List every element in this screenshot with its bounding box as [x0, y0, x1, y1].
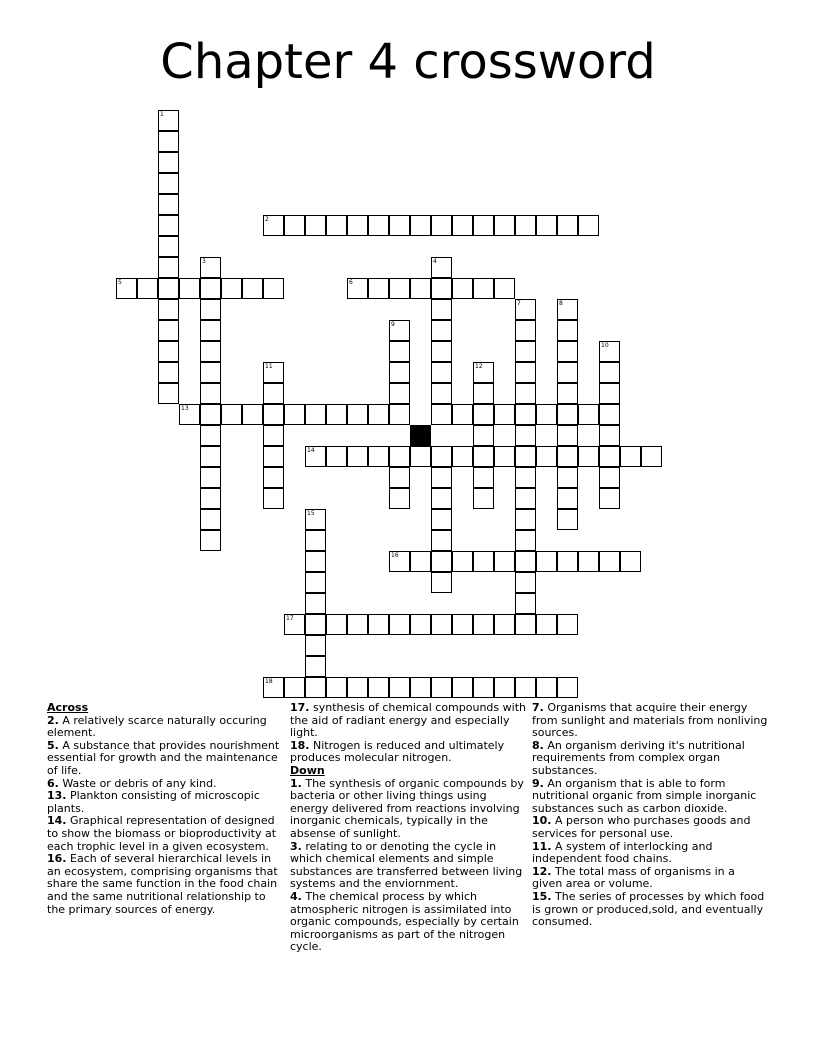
clue-number-label: 8: [559, 300, 563, 307]
crossword-cell[interactable]: [431, 320, 452, 341]
clue-number-label: 1: [160, 111, 164, 118]
crossword-cell[interactable]: [284, 614, 305, 635]
crossword-cell[interactable]: [620, 551, 641, 572]
crossword-cell[interactable]: [200, 404, 221, 425]
crossword-cell[interactable]: [473, 425, 494, 446]
crossword-cell[interactable]: [431, 215, 452, 236]
clue-text: A relatively scarce naturally occuring element.: [47, 713, 267, 740]
crossword-cell[interactable]: [200, 341, 221, 362]
crossword-cell[interactable]: [389, 341, 410, 362]
clue-down-11: [532, 841, 768, 866]
clue-down-9: [532, 778, 768, 816]
crossword-cell[interactable]: [326, 446, 347, 467]
crossword-cell[interactable]: [473, 551, 494, 572]
black-square: [410, 425, 431, 446]
crossword-cell[interactable]: [158, 278, 179, 299]
crossword-cell[interactable]: [473, 362, 494, 383]
crossword-cell[interactable]: [557, 383, 578, 404]
crossword-cell[interactable]: [473, 383, 494, 404]
crossword-cell[interactable]: [494, 278, 515, 299]
crossword-cell[interactable]: [557, 215, 578, 236]
crossword-cell[interactable]: [515, 551, 536, 572]
clue-text: An organism deriving it's nutritional requirements from complex organ substances.: [532, 738, 745, 777]
crossword-cell[interactable]: [263, 383, 284, 404]
crossword-cell[interactable]: [368, 215, 389, 236]
crossword-cell[interactable]: [557, 446, 578, 467]
crossword-cell[interactable]: [410, 278, 431, 299]
crossword-cell[interactable]: [515, 215, 536, 236]
crossword-cell[interactable]: [410, 677, 431, 698]
crossword-cell[interactable]: [557, 320, 578, 341]
crossword-cell[interactable]: [410, 551, 431, 572]
crossword-cell[interactable]: [536, 677, 557, 698]
crossword-cell[interactable]: [515, 404, 536, 425]
clue-text: synthesis of chemical compounds with the aid of radiant energy and especially light.: [290, 701, 526, 740]
crossword-cell[interactable]: [368, 278, 389, 299]
crossword-cell[interactable]: [200, 383, 221, 404]
crossword-cell[interactable]: [389, 446, 410, 467]
crossword-cell[interactable]: [515, 446, 536, 467]
crossword-cell[interactable]: [305, 530, 326, 551]
clue-text: Plankton consisting of microscopic plants.: [47, 789, 260, 815]
crossword-cell[interactable]: [515, 593, 536, 614]
crossword-cell[interactable]: [536, 404, 557, 425]
crossword-cell[interactable]: [347, 215, 368, 236]
crossword-cell[interactable]: [431, 362, 452, 383]
clue-down-1: [290, 778, 526, 841]
crossword-cell[interactable]: [221, 278, 242, 299]
across-header: Across: [47, 701, 89, 714]
crossword-cell[interactable]: [389, 467, 410, 488]
crossword-cell[interactable]: [515, 530, 536, 551]
crossword-cell[interactable]: [305, 614, 326, 635]
crossword-cell[interactable]: [431, 299, 452, 320]
clue-text: An organism that is able to form nutritional organic from simple inorganic substances such as carbon dioxide.: [532, 776, 757, 815]
crossword-cell[interactable]: [473, 215, 494, 236]
crossword-cell[interactable]: [158, 131, 179, 152]
clue-number: 12.: [532, 864, 552, 878]
crossword-cell[interactable]: [158, 320, 179, 341]
clue-text: The chemical process by which atmospheric nitrogen is assimilated into organic compounds, especially by certain microorganisms as part of the nitrogen cycle.: [290, 889, 519, 954]
clue-number: 14.: [47, 814, 67, 828]
crossword-cell[interactable]: [263, 425, 284, 446]
crossword-cell[interactable]: [599, 551, 620, 572]
crossword-cell[interactable]: [347, 446, 368, 467]
clue-text: Graphical representation of designed to show the biomass or bioproductivity at each trophic level in a given ecosystem.: [47, 814, 277, 853]
crossword-cell[interactable]: [473, 446, 494, 467]
crossword-cell[interactable]: [515, 320, 536, 341]
crossword-cell[interactable]: [158, 173, 179, 194]
crossword-cell[interactable]: [389, 488, 410, 509]
clue-number-label: 4: [433, 258, 437, 265]
crossword-cell[interactable]: [368, 404, 389, 425]
clue-number: 5.: [47, 738, 59, 752]
crossword-cell[interactable]: [431, 383, 452, 404]
clue-across-14: [47, 815, 283, 853]
crossword-cell[interactable]: [200, 278, 221, 299]
clue-number-label: 3: [202, 258, 206, 265]
crossword-cell[interactable]: [200, 509, 221, 530]
clue-text: A substance that provides nourishment essential for growth and the maintenance of life.: [47, 738, 280, 777]
crossword-cell[interactable]: [284, 404, 305, 425]
crossword-cell[interactable]: [389, 614, 410, 635]
clue-number-label: 13: [181, 405, 189, 412]
crossword-cell[interactable]: [158, 362, 179, 383]
crossword-cell[interactable]: [431, 488, 452, 509]
clue-number-label: 5: [118, 279, 122, 286]
clue-number: 18.: [290, 738, 310, 752]
crossword-cell[interactable]: [158, 110, 179, 131]
clue-text: Waste or debris of any kind.: [62, 776, 217, 790]
crossword-cell[interactable]: [158, 215, 179, 236]
clue-text: The total mass of organisms in a given area or volume.: [532, 864, 735, 891]
crossword-cell[interactable]: [515, 362, 536, 383]
clue-down-8: [532, 740, 768, 778]
crossword-cell[interactable]: [599, 404, 620, 425]
crossword-cell[interactable]: [389, 677, 410, 698]
crossword-cell[interactable]: [200, 362, 221, 383]
clue-number: 4.: [290, 889, 302, 903]
crossword-cell[interactable]: [473, 467, 494, 488]
crossword-cell[interactable]: [641, 446, 662, 467]
crossword-cell[interactable]: [515, 425, 536, 446]
clue-number: 17.: [290, 701, 310, 714]
crossword-cell[interactable]: [284, 677, 305, 698]
crossword-cell[interactable]: [515, 488, 536, 509]
crossword-cell[interactable]: [557, 299, 578, 320]
crossword-cell[interactable]: [494, 614, 515, 635]
clue-across-17: [290, 702, 526, 740]
clue-number-label: 14: [307, 447, 315, 454]
crossword-cell[interactable]: [452, 215, 473, 236]
clue-number-label: 2: [265, 216, 269, 223]
crossword-cell[interactable]: [557, 551, 578, 572]
crossword-cell[interactable]: [389, 278, 410, 299]
clue-across-13: [47, 790, 283, 815]
clue-number-label: 6: [349, 279, 353, 286]
crossword-cell[interactable]: [305, 635, 326, 656]
crossword-cell[interactable]: [431, 446, 452, 467]
crossword-cell[interactable]: [494, 404, 515, 425]
clue-text: Nitrogen is reduced and ultimately produces molecular nitrogen.: [290, 738, 505, 765]
clue-number-label: 16: [391, 552, 399, 559]
clue-across-5: [47, 740, 283, 778]
crossword-cell[interactable]: [305, 656, 326, 677]
clue-text: The synthesis of organic compounds by bacteria or other living things using energy delivered from reactions involving inorganic chemicals, typically in the absense of sunlight.: [290, 776, 524, 840]
crossword-cell[interactable]: [326, 614, 347, 635]
crossword-cell[interactable]: [431, 278, 452, 299]
crossword-cell[interactable]: [494, 446, 515, 467]
crossword-cell[interactable]: [347, 278, 368, 299]
crossword-cell[interactable]: [494, 677, 515, 698]
crossword-cell[interactable]: [200, 488, 221, 509]
crossword-cell[interactable]: [200, 425, 221, 446]
crossword-cell[interactable]: [599, 488, 620, 509]
crossword-cell[interactable]: [158, 299, 179, 320]
crossword-cell[interactable]: [200, 467, 221, 488]
crossword-cell[interactable]: [473, 488, 494, 509]
crossword-cell[interactable]: [263, 488, 284, 509]
crossword-cell[interactable]: [452, 551, 473, 572]
crossword-cell[interactable]: [263, 467, 284, 488]
clue-number: 13.: [47, 789, 67, 803]
crossword-cell[interactable]: [179, 404, 200, 425]
clue-down-12: [532, 866, 768, 891]
crossword-cell[interactable]: [200, 530, 221, 551]
crossword-cell[interactable]: [473, 677, 494, 698]
crossword-cell[interactable]: [536, 551, 557, 572]
crossword-cell[interactable]: [326, 215, 347, 236]
clue-number-label: 12: [475, 363, 483, 370]
crossword-cell[interactable]: [515, 467, 536, 488]
crossword-cell[interactable]: [557, 425, 578, 446]
crossword-cell[interactable]: [431, 551, 452, 572]
crossword-cell[interactable]: [431, 257, 452, 278]
crossword-cell[interactable]: [410, 215, 431, 236]
crossword-cell[interactable]: [137, 278, 158, 299]
crossword-cell[interactable]: [263, 446, 284, 467]
clue-number-label: 10: [601, 342, 609, 349]
crossword-cell[interactable]: [158, 236, 179, 257]
clue-text: relating to or denoting the cycle in which chemical elements and simple substances are transferred between living systems and the enviornment.: [290, 839, 523, 891]
clue-number: 6.: [47, 776, 59, 790]
clue-number-label: 9: [391, 321, 395, 328]
crossword-cell[interactable]: [410, 614, 431, 635]
crossword-cell[interactable]: [347, 614, 368, 635]
crossword-cell[interactable]: [305, 404, 326, 425]
clue-number: 8.: [532, 738, 544, 752]
crossword-cell[interactable]: [557, 509, 578, 530]
crossword-cell[interactable]: [557, 677, 578, 698]
crossword-cell[interactable]: [599, 446, 620, 467]
crossword-cell[interactable]: [557, 341, 578, 362]
crossword-cell[interactable]: [536, 614, 557, 635]
clue-column-1: [47, 702, 283, 916]
clue-down-10: [532, 815, 768, 840]
crossword-cell[interactable]: [263, 278, 284, 299]
crossword-cell[interactable]: [158, 152, 179, 173]
crossword-cell[interactable]: [200, 299, 221, 320]
clue-number: 1.: [290, 776, 302, 790]
crossword-cell[interactable]: [242, 404, 263, 425]
crossword-cell[interactable]: [578, 446, 599, 467]
crossword-cell[interactable]: [620, 446, 641, 467]
crossword-cell[interactable]: [431, 614, 452, 635]
clue-down-3: [290, 841, 526, 891]
crossword-cell[interactable]: [473, 614, 494, 635]
crossword-cell[interactable]: [263, 215, 284, 236]
clue-across-2: [47, 715, 283, 740]
crossword-cell[interactable]: [389, 320, 410, 341]
crossword-cell[interactable]: [494, 215, 515, 236]
clue-column-2: [290, 702, 526, 954]
clue-text: Organisms that acquire their energy from sunlight and materials from nonliving sources.: [532, 701, 768, 740]
clue-across-16: [47, 853, 283, 916]
crossword-cell[interactable]: [389, 362, 410, 383]
crossword-cell[interactable]: [221, 404, 242, 425]
clue-down-4: [290, 891, 526, 954]
crossword-cell[interactable]: [389, 404, 410, 425]
crossword-cell[interactable]: [431, 404, 452, 425]
crossword-cell[interactable]: [473, 278, 494, 299]
clue-text: A system of interlocking and independent food chains.: [532, 839, 713, 866]
clue-number: 7.: [532, 701, 544, 714]
crossword-cell[interactable]: [431, 509, 452, 530]
clue-column-3: [532, 702, 768, 929]
crossword-cell[interactable]: [347, 677, 368, 698]
clue-number-label: 15: [307, 510, 315, 517]
crossword-cell[interactable]: [431, 467, 452, 488]
crossword-cell[interactable]: [515, 614, 536, 635]
crossword-cell[interactable]: [326, 404, 347, 425]
crossword-cell[interactable]: [158, 194, 179, 215]
crossword-cell[interactable]: [578, 404, 599, 425]
crossword-cell[interactable]: [242, 278, 263, 299]
clue-number: 15.: [532, 889, 552, 903]
crossword-cell[interactable]: [599, 425, 620, 446]
crossword-cell[interactable]: [200, 257, 221, 278]
crossword-cell[interactable]: [452, 404, 473, 425]
crossword-cell[interactable]: [431, 530, 452, 551]
crossword-cell[interactable]: [431, 572, 452, 593]
crossword-cell[interactable]: [200, 320, 221, 341]
crossword-cell[interactable]: [347, 404, 368, 425]
crossword-cell[interactable]: [536, 446, 557, 467]
crossword-cell[interactable]: [389, 215, 410, 236]
crossword-cell[interactable]: [263, 404, 284, 425]
crossword-cell[interactable]: [557, 614, 578, 635]
crossword-cell[interactable]: [305, 677, 326, 698]
crossword-cell[interactable]: [452, 677, 473, 698]
crossword-cell[interactable]: [494, 551, 515, 572]
crossword-cell[interactable]: [200, 446, 221, 467]
crossword-cell[interactable]: [263, 677, 284, 698]
crossword-cell[interactable]: [389, 551, 410, 572]
crossword-cell[interactable]: [557, 488, 578, 509]
crossword-cell[interactable]: [599, 362, 620, 383]
crossword-cell[interactable]: [368, 677, 389, 698]
clue-text: Each of several hierarchical levels in an ecosystem, comprising organisms that share the same function in the food chain and the same nutritional relationship to the primary sources of energy.: [47, 852, 278, 916]
clue-number: 3.: [290, 839, 302, 853]
page-title: Chapter 4 crossword: [160, 34, 656, 90]
crossword-cell[interactable]: [557, 362, 578, 383]
crossword-cell[interactable]: [305, 215, 326, 236]
clue-number: 10.: [532, 814, 552, 828]
crossword-cell[interactable]: [305, 551, 326, 572]
crossword-cell[interactable]: [515, 299, 536, 320]
crossword-cell[interactable]: [263, 362, 284, 383]
clue-number: 11.: [532, 839, 552, 853]
crossword-cell[interactable]: [452, 446, 473, 467]
crossword-cell[interactable]: [515, 509, 536, 530]
clue-down-7: [532, 702, 768, 740]
clue-text: The series of processes by which food is grown or produced,sold, and eventually consumed.: [532, 889, 765, 929]
crossword-cell[interactable]: [515, 572, 536, 593]
crossword-cell[interactable]: [599, 467, 620, 488]
crossword-cell[interactable]: [599, 341, 620, 362]
crossword-cell[interactable]: [515, 383, 536, 404]
down-header: Down: [290, 763, 325, 777]
crossword-cell[interactable]: [305, 593, 326, 614]
crossword-cell[interactable]: [158, 257, 179, 278]
crossword-cell[interactable]: [368, 446, 389, 467]
clue-number-label: 17: [286, 615, 294, 622]
crossword-cell[interactable]: [452, 278, 473, 299]
crossword-cell[interactable]: [305, 446, 326, 467]
crossword-cell[interactable]: [578, 551, 599, 572]
crossword-cell[interactable]: [536, 215, 557, 236]
crossword-cell[interactable]: [368, 614, 389, 635]
crossword-cell[interactable]: [284, 215, 305, 236]
crossword-cell[interactable]: [515, 341, 536, 362]
crossword-cell[interactable]: [431, 341, 452, 362]
clue-down-15: [532, 891, 768, 929]
clue-number-label: 18: [265, 678, 273, 685]
crossword-cell[interactable]: [557, 467, 578, 488]
crossword-cell[interactable]: [116, 278, 137, 299]
clue-number: 2.: [47, 713, 59, 727]
clue-number: 9.: [532, 776, 544, 790]
crossword-cell[interactable]: [431, 677, 452, 698]
crossword-cell[interactable]: [452, 614, 473, 635]
crossword-cell[interactable]: [158, 383, 179, 404]
crossword-cell[interactable]: [599, 383, 620, 404]
crossword-cell[interactable]: [179, 278, 200, 299]
crossword-cell[interactable]: [410, 446, 431, 467]
clue-number-label: 7: [517, 300, 521, 307]
crossword-cell[interactable]: [473, 404, 494, 425]
crossword-cell[interactable]: [326, 677, 347, 698]
clue-across-18: [290, 740, 526, 765]
crossword-cell[interactable]: [515, 677, 536, 698]
crossword-cell[interactable]: [305, 509, 326, 530]
clue-number: 16.: [47, 852, 67, 866]
clue-number-label: 11: [265, 363, 273, 370]
crossword-cell[interactable]: [557, 404, 578, 425]
clue-text: A person who purchases goods and services for personal use.: [532, 814, 751, 840]
crossword-cell[interactable]: [578, 215, 599, 236]
crossword-cell[interactable]: [158, 341, 179, 362]
crossword-cell[interactable]: [389, 383, 410, 404]
crossword-cell[interactable]: [305, 572, 326, 593]
